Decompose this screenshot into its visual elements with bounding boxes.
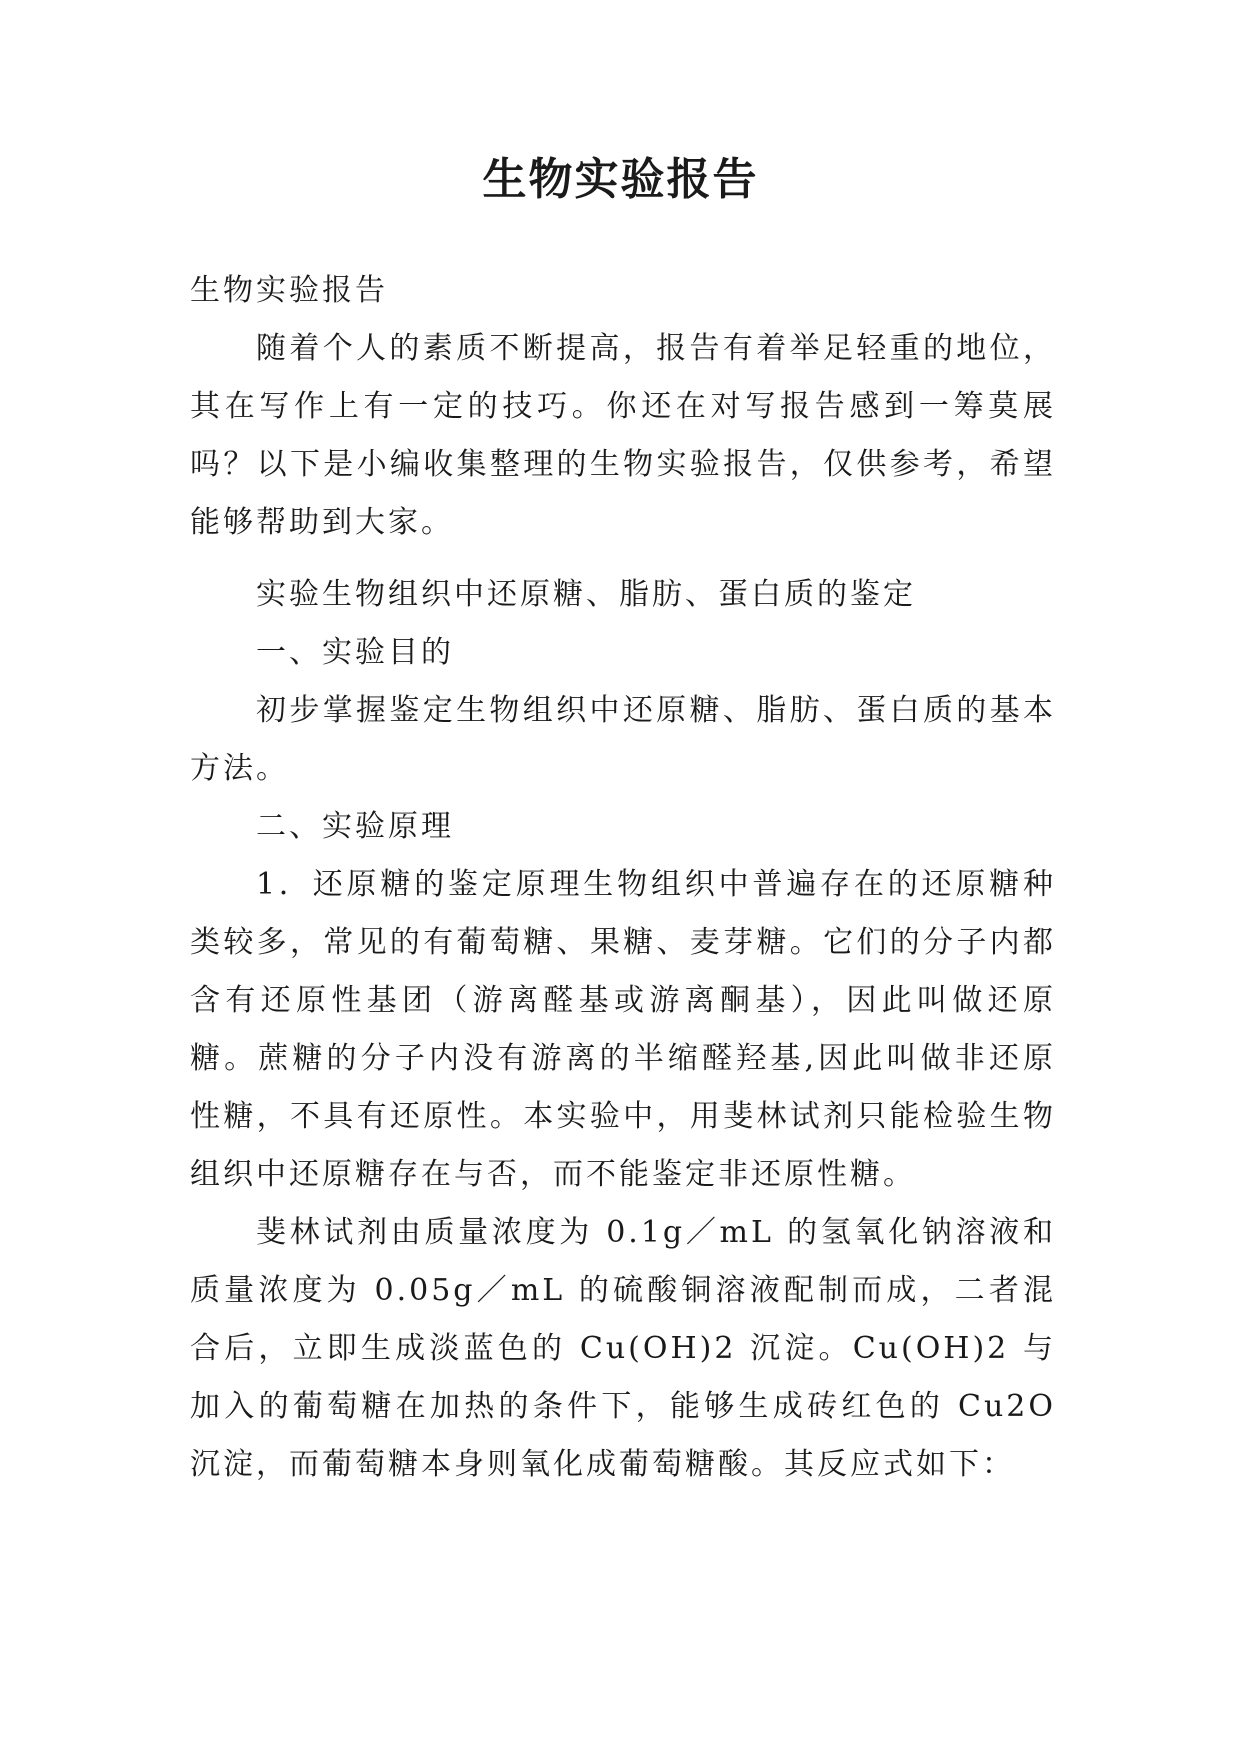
- section-heading-purpose: 一、实验目的: [256, 635, 454, 670]
- subtitle-line: 生物实验报告: [190, 273, 388, 308]
- principle-paragraph-2: 斐林试剂由质量浓度为 0.1g／mL 的氢氧化钠溶液和质量浓度为 0.05g／mL 的硫酸铜溶液配制而成，二者混合后，立即生成淡蓝色的 Cu(OH)2 沉淀。Cu(OH)2 与加入的葡萄糖在加热的条件下，能够生成砖红色的 Cu2O 沉淀，而葡萄糖本身则氧化成葡萄糖酸。其反应式如下：: [190, 1215, 1056, 1482]
- document-body-top: [190, 262, 1056, 552]
- intro-paragraph: 随着个人的素质不断提高，报告有着举足轻重的地位，其在写作上有一定的技巧。你还在对写报告感到一筹莫展吗？以下是小编收集整理的生物实验报告，仅供参考，希望能够帮助到大家。: [190, 331, 1056, 540]
- section-heading-principle: 二、实验原理: [256, 809, 454, 844]
- document-body-main: [190, 566, 1056, 1494]
- purpose-paragraph: 初步掌握鉴定生物组织中还原糖、脂肪、蛋白质的基本方法。: [190, 693, 1056, 786]
- principle-paragraph-1: 1．还原糖的鉴定原理生物组织中普遍存在的还原糖种类较多，常见的有葡萄糖、果糖、麦芽糖。它们的分子内都含有还原性基团（游离醛基或游离酮基），因此叫做还原糖。蔗糖的分子内没有游离的半缩醛羟基,因此叫做非还原性糖，不具有还原性。本实验中，用斐林试剂只能检验生物组织中还原糖存在与否，而不能鉴定非还原性糖。: [190, 867, 1056, 1192]
- document-title: 生物实验报告: [482, 154, 759, 205]
- experiment-title: 实验生物组织中还原糖、脂肪、蛋白质的鉴定: [256, 577, 916, 612]
